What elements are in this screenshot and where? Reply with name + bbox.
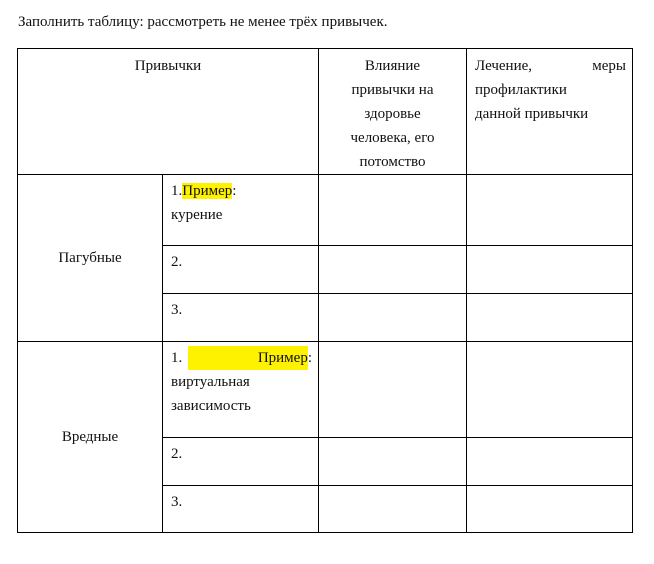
influence-cell[interactable] (319, 486, 467, 533)
influence-cell[interactable] (319, 175, 467, 246)
header-habits: Привычки (18, 49, 319, 175)
highlighted-example: Пример (257, 350, 308, 366)
influence-cell[interactable] (319, 438, 467, 486)
document-title: Заполнить таблицу: рассмотреть не менее трёх привычек. (18, 14, 388, 30)
header-influence: Влияние привычки на здоровье человека, его потомство (319, 49, 467, 175)
treatment-cell[interactable] (467, 246, 633, 294)
influence-cell[interactable] (319, 342, 467, 438)
group-label-bad: Вредные (18, 342, 163, 533)
habits-table (17, 48, 633, 533)
treatment-cell[interactable] (467, 175, 633, 246)
habit-cell[interactable]: 1. Пример : виртуальная зависимость (163, 342, 319, 438)
habit-cell[interactable]: 2. (163, 246, 319, 294)
highlighted-example: Пример (182, 183, 233, 199)
habit-cell[interactable]: 1.Пример: курение (163, 175, 319, 246)
influence-cell[interactable] (319, 246, 467, 294)
table-row (18, 175, 633, 246)
header-row (18, 49, 633, 175)
habit-cell[interactable]: 2. (163, 438, 319, 486)
treatment-cell[interactable] (467, 294, 633, 342)
header-treatment: Лечение, меры профилактики данной привычки (467, 49, 633, 175)
influence-cell[interactable] (319, 294, 467, 342)
table-row (18, 342, 633, 438)
habit-cell[interactable]: 3. (163, 294, 319, 342)
treatment-cell[interactable] (467, 342, 633, 438)
treatment-cell[interactable] (467, 486, 633, 533)
habit-cell[interactable]: 3. (163, 486, 319, 533)
treatment-cell[interactable] (467, 438, 633, 486)
group-label-harmful: Пагубные (18, 175, 163, 342)
